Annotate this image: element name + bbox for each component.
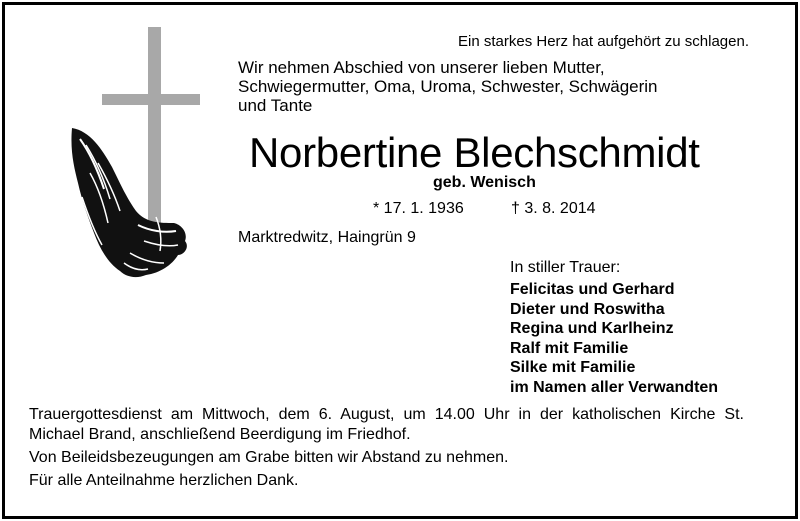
mourner-entry: Regina und Karlheinz [510,320,674,337]
farewell-intro [238,58,778,115]
condolence-note: Von Beileidsbezeugungen am Grabe bitten wir Abstand zu nehmen. [29,449,509,466]
praying-hands-icon [71,128,186,277]
deceased-name: Norbertine Blechschmidt [249,129,700,176]
maiden-name: geb. Wenisch [433,174,536,191]
mourners-list [510,280,718,397]
mourner-entry: Ralf mit Familie [510,339,629,357]
intro-line: und Tante [238,96,313,115]
intro-line: Schwiegermutter, Oma, Uroma, Schwester, Schwägerin [238,77,658,96]
residence: Marktredwitz, Haingrün 9 [238,229,416,246]
obituary-notice [2,2,798,519]
mourner-entry: Silke mit Familie [510,359,636,376]
death-date: † 3. 8. 2014 [511,200,596,217]
motto-line: Ein starkes Herz hat aufgehört zu schlagen. [458,33,749,50]
mourner-entry: Dieter und Roswitha [510,300,665,318]
mourner-entry: im Namen aller Verwandten [510,378,719,396]
cross-and-praying-hands-emblem [60,27,200,292]
intro-line: Wir nehmen Abschied von unserer lieben Mutter, [238,58,605,77]
mourner-entry: Felicitas und Gerhard [510,281,675,298]
funeral-service-info: Trauergottesdienst am Mittwoch, dem 6. August, um 14.00 Uhr in der katholischen Kirche St. Michael Brand, anschließend Beerdigung im Friedhof. [29,406,744,443]
thanks-line: Für alle Anteilnahme herzlichen Dank. [29,472,299,489]
birth-date: * 17. 1. 1936 [373,200,464,217]
mourning-label: In stiller Trauer: [510,259,621,276]
